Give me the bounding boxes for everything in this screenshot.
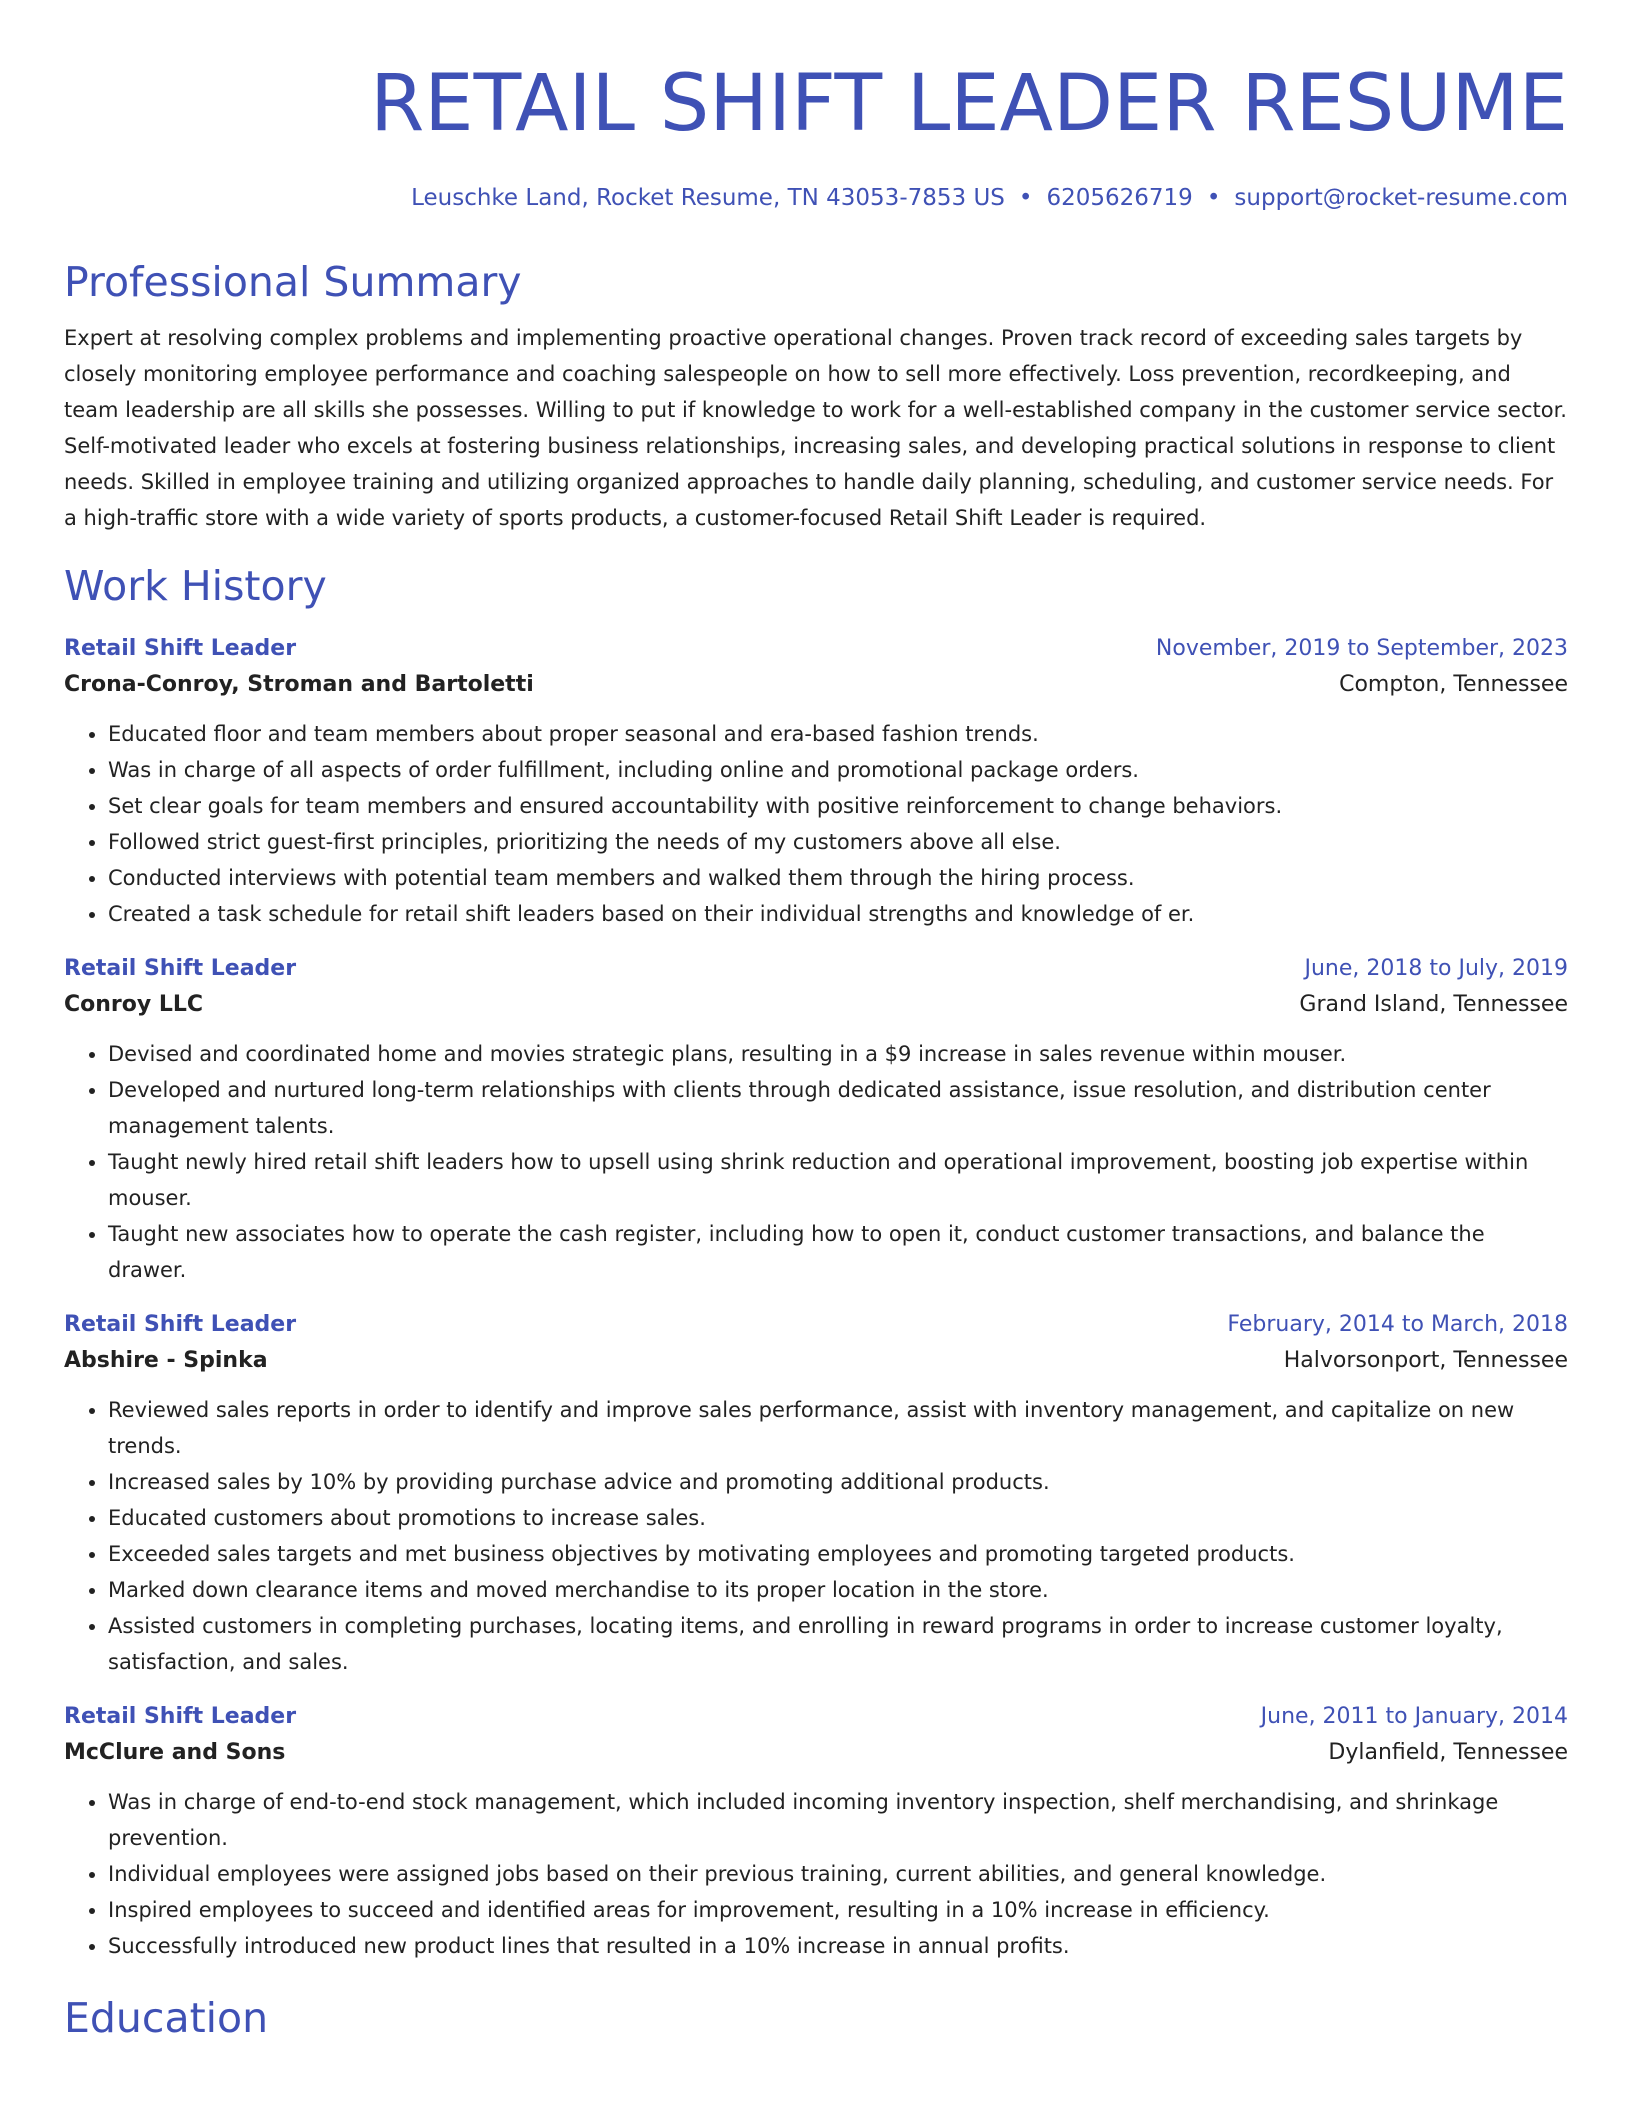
job-bullet: • Educated floor and team members about proper seasonal and era-based fashion trends.	[108, 716, 1568, 752]
job-bullet: • Increased sales by 10% by providing purchase advice and promoting additional products.	[108, 1464, 1568, 1500]
job-bullet: • Created a task schedule for retail shift leaders based on their individual strengths and knowledge of er.	[108, 896, 1568, 932]
job-bullet: • Inspired employees to succeed and identified areas for improvement, resulting in a 10% increase in efficiency.	[108, 1892, 1568, 1928]
job-title: Retail Shift Leader	[64, 1704, 297, 1729]
job-location: Dylanfield, Tennessee	[1328, 1740, 1568, 1765]
job-bullets	[64, 1036, 1568, 1288]
job-bullet: • Exceeded sales targets and met business objectives by motivating employees and promoting targeted products.	[108, 1536, 1568, 1572]
contact-separator: •	[1018, 185, 1033, 211]
job-location: Halvorsonport, Tennessee	[1283, 1348, 1568, 1373]
job-bullets	[64, 1784, 1568, 1964]
job-location: Grand Island, Tennessee	[1299, 992, 1568, 1017]
job-bullet: • Followed strict guest-first principles, prioritizing the needs of my customers above all else.	[108, 824, 1568, 860]
job-bullet: • Successfully introduced new product lines that resulted in a 10% increase in annual profits.	[108, 1928, 1568, 1964]
job-bullet: • Conducted interviews with potential team members and walked them through the hiring process.	[108, 860, 1568, 896]
job-entry	[64, 1700, 1568, 1964]
job-bullets	[64, 716, 1568, 932]
contact-line	[64, 182, 1568, 214]
job-company: McClure and Sons	[64, 1740, 286, 1765]
education-heading: Education	[64, 1994, 269, 2042]
work-history-heading: Work History	[64, 562, 327, 610]
summary-text: Expert at resolving complex problems and implementing proactive operational changes. Proven track record of exceeding sales targets by closely monitoring employee performance and coaching salespeople on how to sell more effectively. Loss prevention, recordkeeping, and team leadership are all skills she possesses. Willing to put if knowledge to work for a well-established company in the customer service sector. Self-motivated leader who excels at fostering business relationships, increasing sales, and developing practical solutions in response to client needs. Skilled in employee training and utilizing organized approaches to handle daily planning, scheduling, and customer service needs. For a high-traffic store with a wide variety of sports products, a customer-focused Retail Shift Leader is required.	[64, 326, 1567, 530]
contact-separator: •	[1206, 185, 1221, 211]
job-bullet: • Devised and coordinated home and movies strategic plans, resulting in a $9 increase in sales revenue within mouser.	[108, 1036, 1568, 1072]
resume-title: RETAIL SHIFT LEADER RESUME	[370, 59, 1568, 149]
job-entry	[64, 632, 1568, 932]
job-dates: November, 2019 to September, 2023	[1155, 636, 1568, 661]
job-dates: June, 2018 to July, 2019	[1304, 956, 1568, 981]
job-dates: February, 2014 to March, 2018	[1227, 1312, 1568, 1337]
contact-email: support@rocket-resume.com	[1234, 185, 1568, 211]
job-bullet: • Was in charge of end-to-end stock management, which included incoming inventory inspection, shelf merchandising, and shrinkage prevention.	[108, 1784, 1568, 1856]
job-bullet: • Was in charge of all aspects of order fulfillment, including online and promotional package orders.	[108, 752, 1568, 788]
contact-address: Leuschke Land, Rocket Resume, TN 43053-7853 US	[411, 185, 1005, 211]
summary-heading: Professional Summary	[64, 258, 522, 306]
job-location: Compton, Tennessee	[1339, 672, 1568, 697]
job-dates: June, 2011 to January, 2014	[1260, 1704, 1568, 1729]
job-bullet: • Individual employees were assigned jobs based on their previous training, current abilities, and general knowledge.	[108, 1856, 1568, 1892]
job-title: Retail Shift Leader	[64, 956, 297, 981]
job-company: Crona-Conroy, Stroman and Bartoletti	[64, 672, 534, 697]
job-bullet: • Developed and nurtured long-term relationships with clients through dedicated assistance, issue resolution, and distribution center management talents.	[108, 1072, 1568, 1144]
job-company: Abshire - Spinka	[64, 1348, 268, 1373]
job-bullet: • Taught new associates how to operate the cash register, including how to open it, conduct customer transactions, and balance the drawer.	[108, 1216, 1568, 1288]
job-entry	[64, 952, 1568, 1288]
job-bullets	[64, 1392, 1568, 1680]
job-bullet: • Marked down clearance items and moved merchandise to its proper location in the store.	[108, 1572, 1568, 1608]
job-company: Conroy LLC	[64, 992, 204, 1017]
job-bullet: • Educated customers about promotions to increase sales.	[108, 1500, 1568, 1536]
job-bullet: • Taught newly hired retail shift leaders how to upsell using shrink reduction and operational improvement, boosting job expertise within mouser.	[108, 1144, 1568, 1216]
job-bullet: • Reviewed sales reports in order to identify and improve sales performance, assist with inventory management, and capitalize on new trends.	[108, 1392, 1568, 1464]
job-title: Retail Shift Leader	[64, 1312, 297, 1337]
job-entry	[64, 1308, 1568, 1680]
contact-phone: 6205626719	[1046, 185, 1193, 211]
job-bullet: • Set clear goals for team members and ensured accountability with positive reinforcement to change behaviors.	[108, 788, 1568, 824]
job-title: Retail Shift Leader	[64, 636, 297, 661]
job-bullet: • Assisted customers in completing purchases, locating items, and enrolling in reward programs in order to increase customer loyalty, satisfaction, and sales.	[108, 1608, 1568, 1680]
resume-header	[64, 0, 1568, 214]
